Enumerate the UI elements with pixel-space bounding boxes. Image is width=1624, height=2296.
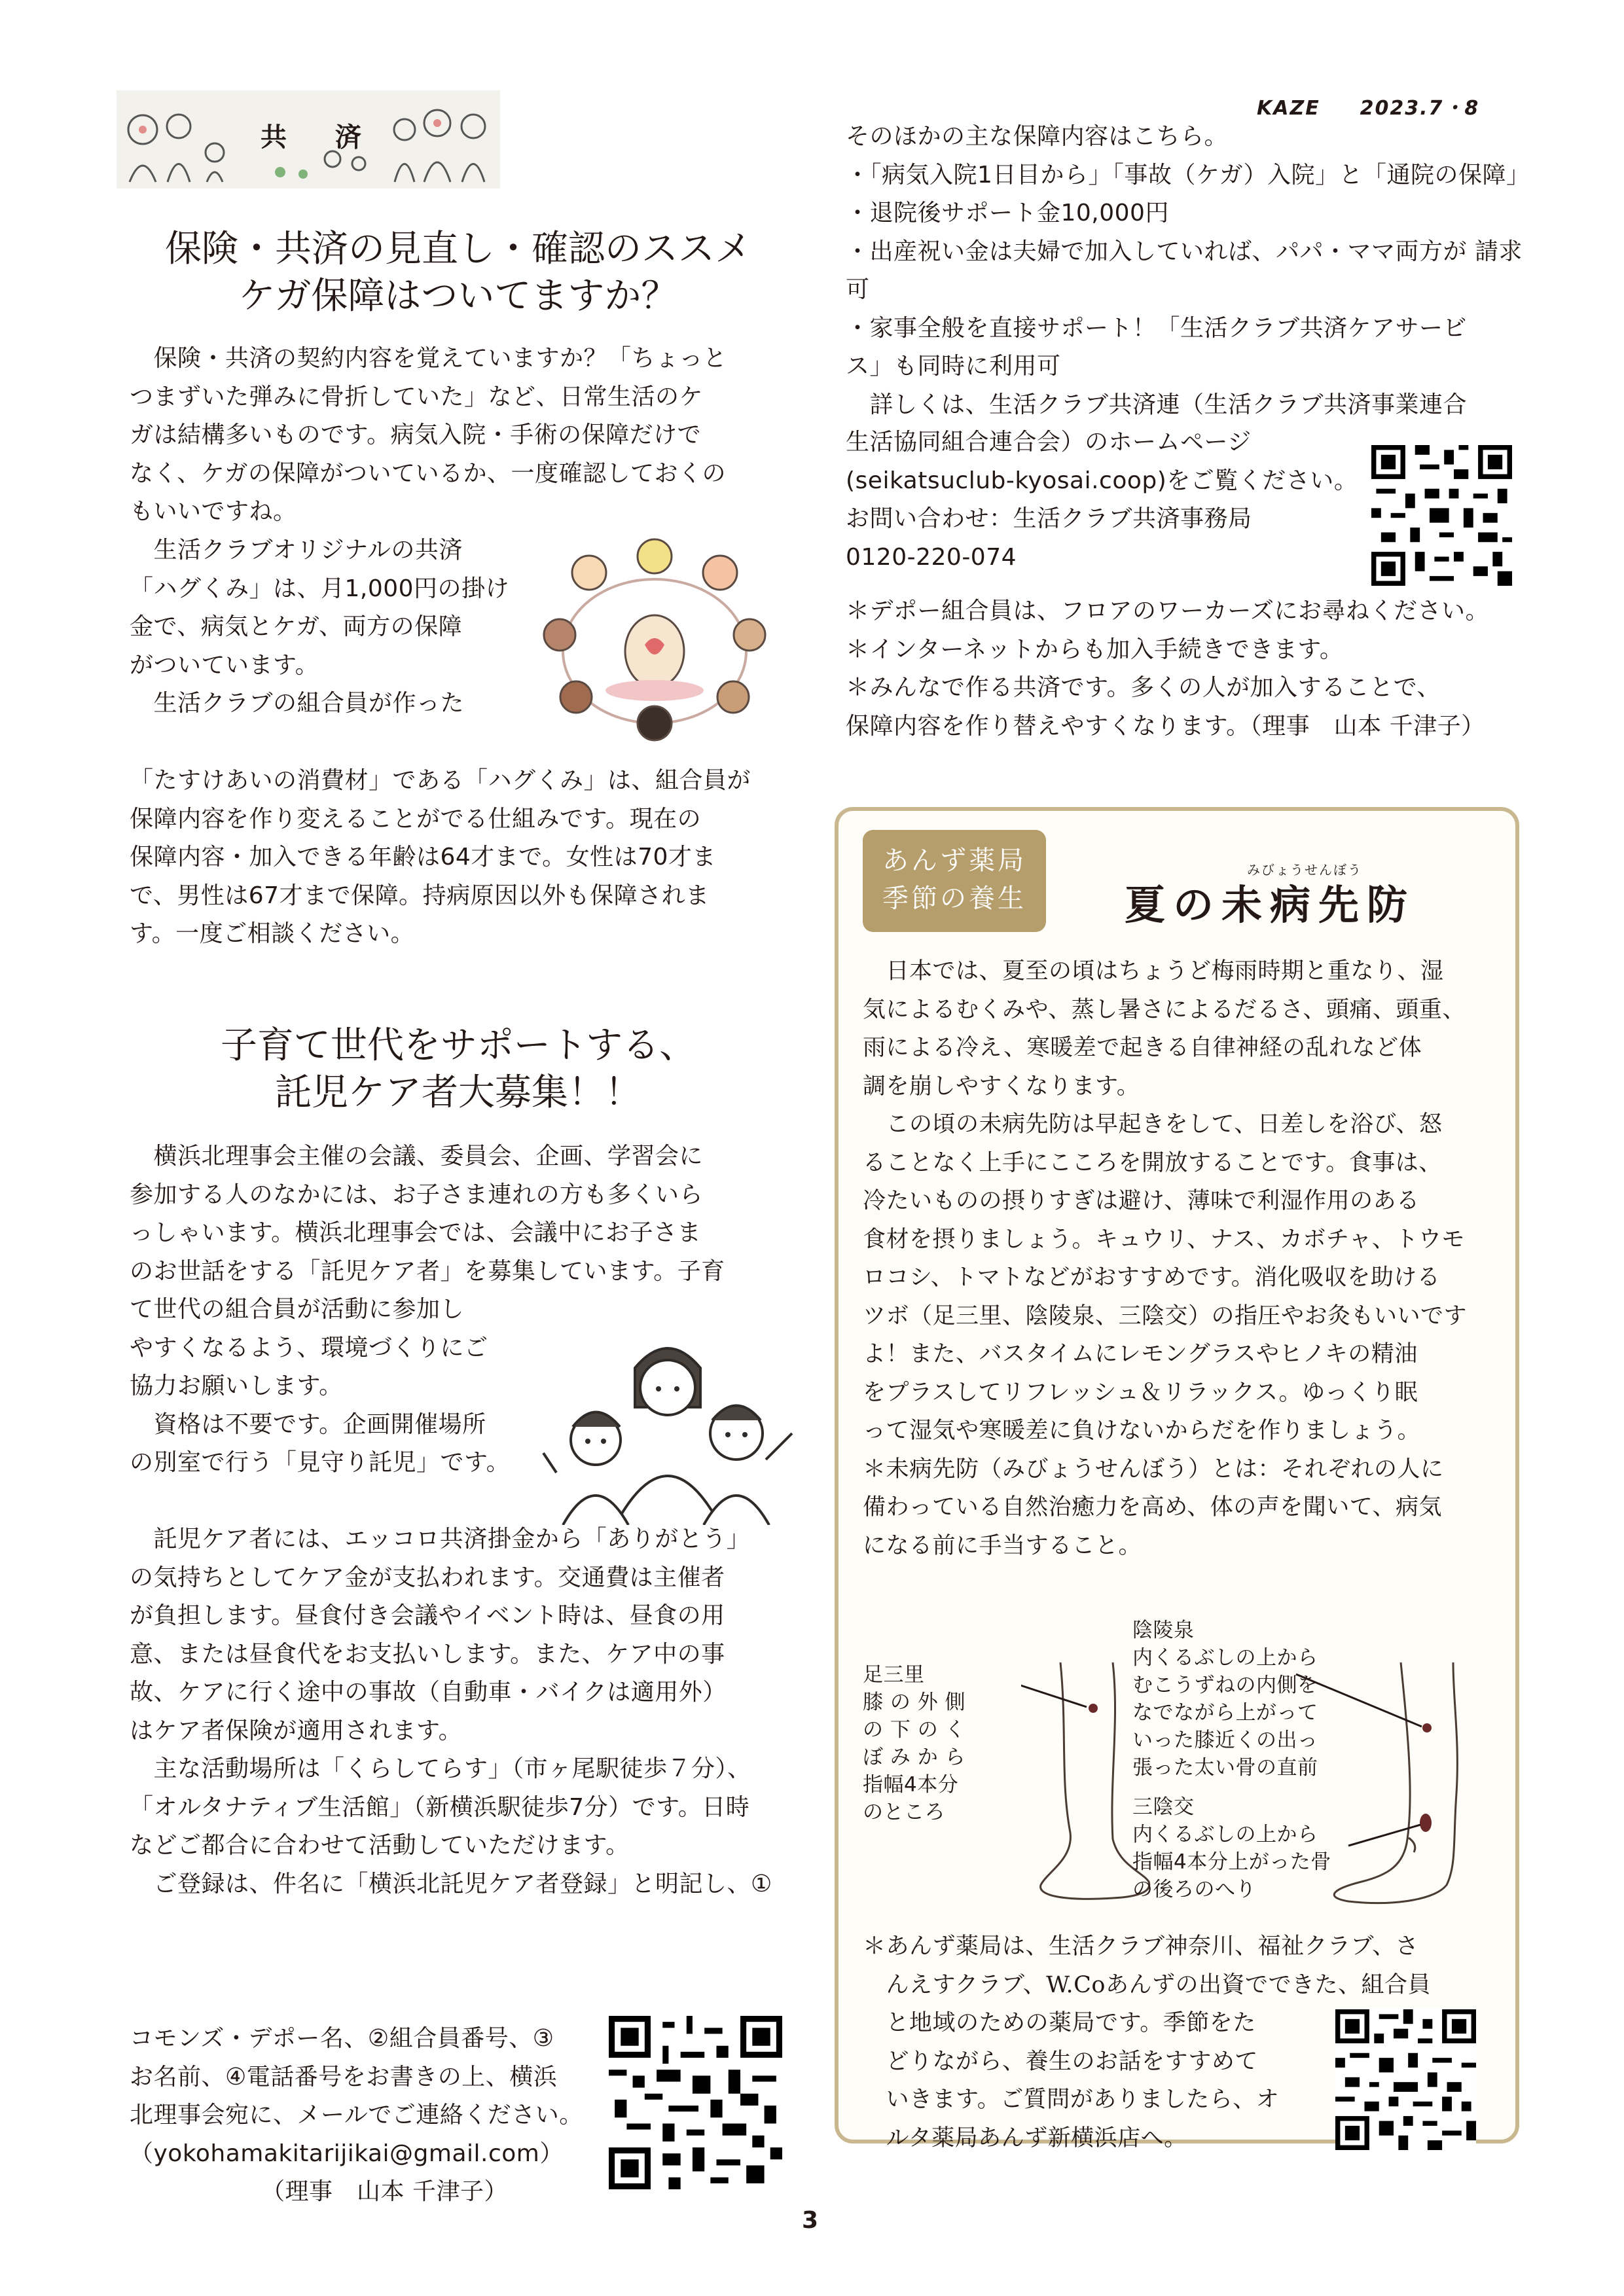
article2-paragraph-3: 託児ケア者には、エッコロ共済掛金から「ありがとう」 の気持ちとしてケア金が支払われます。交通費は主催者 が負担します。昼食付き会議やイベント時は、昼食の用 意、または昼食代をお支払いします。また、ケア中の事 故、ケアに行く途中の事故（自動車・バイクは適用外） はケア者保険が適用されます。 主な活動場所は「くらしてらす」（市ヶ尾駅徒歩７分）、 「オルタナティブ生活館」（新横浜駅徒歩7分）です。日時 などご都合に合わせて活動していただけます。 ご登録は、件名に「横浜北託児ケア者登録」と明記し、①	[130, 1526, 772, 1897]
article2-title-line2: 託児ケア者大募集！！	[275, 1071, 641, 1114]
article2-paragraph-2: て世代の組合員が活動に参加し やすくなるよう、環境づくりにご 協力お願いします。 資格は不要です。企画開催場所 の別室で行う「見守り託児」です。	[130, 1296, 511, 1476]
article1-title	[105, 226, 812, 320]
people-circle-illustration	[524, 537, 785, 746]
anzu-title: 夏の未病先防	[1125, 881, 1416, 929]
kyosai-contact: 生活協同組合連合会）のホームページ (seikatsuclub-kyosai.coop)をご覧ください。 お問い合わせ：生活クラブ共済事務局 0120-220-074	[846, 429, 1358, 571]
kyosai-benefits: そのほかの主な保障内容はこちら。 ・「病気入院1日目から」「事故（ケガ）入院」と「通院の保障」 ・退院後サポート金10,000円 ・出産祝い金は夫婦で加入していれば、パパ・ママ両方が 請求可 ・家事全般を直接サポート！「生活クラブ共済ケアサービ ス」も同時に利用可 詳しくは、生活クラブ共済連（生活クラブ共済事業連合	[846, 123, 1530, 418]
article2-title-line1: 子育て世代をサポートする、	[220, 1024, 696, 1067]
qr-code-tojikea[interactable]	[609, 2016, 782, 2189]
qr-code-anzu[interactable]	[1335, 2009, 1476, 2150]
anzu-badge-line1: あんず薬局	[882, 846, 1026, 876]
kyosai-notes: ＊デポー組合員は、フロアのワーカーズにお尋ねください。 ＊インターネットからも加入手続きできます。 ＊みんなで作る共済です。多くの人が加入することで、 保障内容を作り替えやすくなります。（理事 山本 千津子）	[846, 598, 1489, 740]
acupoint-label-inryousen: 陰陵泉 内くるぶしの上から むこうずねの内側を なでながら上がって いった膝近くの出っ 張った太い骨の直前	[1132, 1619, 1318, 1780]
childcare-illustration	[537, 1329, 799, 1525]
qr-code-kyosai[interactable]	[1371, 445, 1512, 586]
article2-paragraph-4: コモンズ・デポー名、②組合員番号、③ お名前、④電話番号をお書きの上、横浜 北理事会宛に、メールでご連絡ください。 （yokohamakitarijikai@gmail.com） （理事 山本 千津子）	[130, 2025, 583, 2205]
acupoint-label-saninkou: 三陰交 内くるぶしの上から 指幅4本分上がった骨 の後ろのへり	[1132, 1795, 1331, 1901]
page-number: 3	[802, 2207, 819, 2234]
issue-date: 2023.7・8	[1360, 97, 1480, 120]
anzu-article-text: 日本では、夏至の頃はちょうど梅雨時期と重なり、湿 気によるむくみや、蒸し暑さによるだるさ、頭痛、頭重、 雨による冷え、寒暖差で起きる自律神経の乱れなど体 調を崩しやすくなります。 この頃の未病先防は早起きをして、日差しを浴び、怒 ることなく上手にこころを開放することです。食事は、 冷たいものの摂りすぎは避け、薄味で利湿作用のある 食材を摂りましょう。キュウリ、ナス、カボチャ、トウモ ロコシ、トマトなどがおすすめです。消化吸収を助ける ツボ（足三里、陰陵泉、三陰交）の指圧やお灸もいいです よ！また、バスタイムにレモングラスやヒノキの精油 をプラスしてリフレッシュ＆リラックス。ゆっくり眠 って湿気や寒暖差に負けないからだを作りましょう。 ＊未病先防（みびょうせんぼう）とは：それぞれの人に 備わっている自然治癒力を高め、体の声を聞いて、病気 になる前に手当すること。	[863, 958, 1468, 1559]
article1-paragraph-2: 生活クラブオリジナルの共済 「ハグくみ」は、月1,000円の掛け 金で、病気とケガ、両方の保障 がついています。 生活クラブの組合員が作った	[130, 537, 510, 717]
anzu-pharmacy-note: ＊あんず薬局は、生活クラブ神奈川、福祉クラブ、さ んえすクラブ、W.Coあんずの出資でできた、組合員 と地域のための薬局です。季節をた どりながら、養生のお話をすすめて いきます。ご質問がありましたら、オ ルタ薬局あんず新横浜店へ。	[863, 1933, 1431, 2151]
article1-title-line1: 保険・共済の見直し・確認のススメ	[165, 228, 751, 270]
article2-title	[105, 1022, 812, 1117]
article2-paragraph-1: 横浜北理事会主催の会議、委員会、企画、学習会に 参加する人のなかには、お子さま連れの方も多くいら っしゃいます。横浜北理事会では、会議中にお子さま のお世話をする「託児ケア者」を募集しています。子育	[130, 1143, 725, 1285]
banner-title: 共 済	[261, 122, 381, 152]
anzu-title-ruby: みびょうせんぼう	[1247, 862, 1362, 878]
acupoint-label-ashisanri: 足三里 膝 の 外 側 の 下 の く ぼ み か ら 指幅4本分 のところ	[863, 1663, 966, 1824]
issue-header	[1257, 92, 1479, 120]
magazine-name: KAZE	[1257, 97, 1320, 120]
kyosai-banner	[117, 90, 500, 188]
article1-paragraph-3: 「たすけあいの消費材」である「ハグくみ」は、組合員が 保障内容を作り変えることがでる仕組みです。現在の 保障内容・加入できる年齢は64才まで。女性は70才ま で、男性は67才まで保障。持病原因以外も保障されま す。一度ご相談ください。	[130, 767, 751, 947]
article1-title-line2: ケガ保障はついてますか？	[238, 275, 678, 317]
anzu-badge	[863, 830, 1046, 932]
article1-paragraph-1: 保険・共済の契約内容を覚えていますか？「ちょっと つまずいた弾みに骨折していた」など、日常生活のケ ガは結構多いものです。病気入院・手術の保障だけで なく、ケガの保障がついているか、一度確認しておくの もいいですね。	[130, 345, 727, 525]
anzu-badge-line2: 季節の養生	[882, 884, 1026, 914]
